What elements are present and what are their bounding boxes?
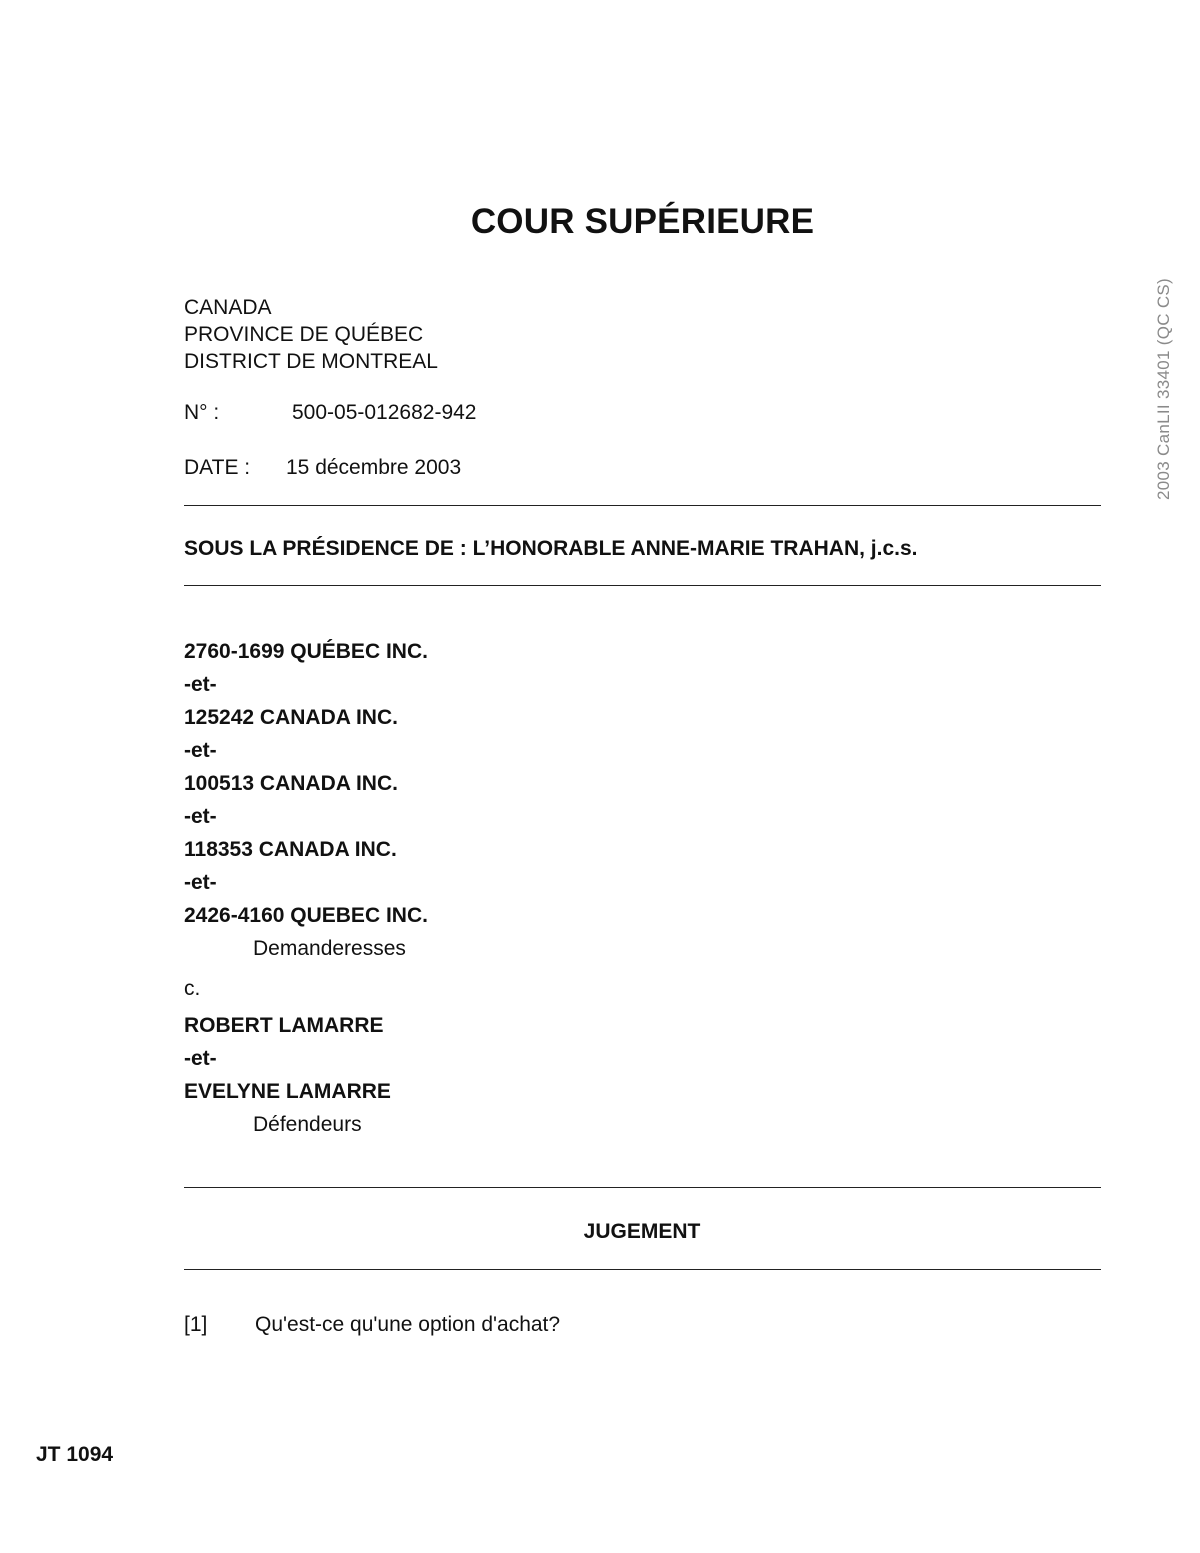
plaintiff-2: 125242 CANADA INC. (184, 706, 398, 729)
plaintiff-4: 118353 CANADA INC. (184, 838, 397, 861)
conjunction-et: -et- (184, 871, 217, 894)
date-label: DATE : (184, 456, 251, 479)
date-value: 15 décembre 2003 (286, 456, 462, 479)
conjunction-et: -et- (184, 673, 217, 696)
presiding-judge: SOUS LA PRÉSIDENCE DE : L’HONORABLE ANNE-MARIE TRAHAN, j.c.s. (184, 537, 918, 560)
plaintiff-3: 100513 CANADA INC. (184, 772, 398, 795)
divider-top (184, 505, 1101, 506)
paragraph-text: Qu'est-ce qu'une option d'achat? (255, 1313, 561, 1336)
divider-judgment-top (184, 1187, 1101, 1188)
defendants-role: Défendeurs (253, 1113, 362, 1136)
canlii-watermark: 2003 CanLII 33401 (QC CS) (1154, 277, 1173, 501)
paragraph-number: [1] (184, 1313, 208, 1336)
divider-judgment-bottom (184, 1269, 1101, 1270)
plaintiff-1: 2760-1699 QUÉBEC INC. (184, 640, 428, 663)
file-number-label: N° : (184, 401, 220, 424)
province-line: PROVINCE DE QUÉBEC (184, 323, 424, 346)
conjunction-et: -et- (184, 1047, 217, 1070)
country-line: CANADA (184, 296, 272, 319)
defendant-2: EVELYNE LAMARRE (184, 1080, 391, 1103)
footer-code: JT 1094 (36, 1443, 114, 1466)
district-line: DISTRICT DE MONTREAL (184, 350, 438, 373)
jurisdiction-block (184, 294, 438, 375)
versus-label: c. (184, 977, 201, 1000)
plaintiff-5: 2426-4160 QUEBEC INC. (184, 904, 428, 927)
divider-presiding (184, 585, 1101, 586)
defendant-1: ROBERT LAMARRE (184, 1014, 384, 1037)
conjunction-et: -et- (184, 739, 217, 762)
conjunction-et: -et- (184, 805, 217, 828)
plaintiffs-role: Demanderesses (253, 937, 406, 960)
file-number-value: 500-05-012682-942 (292, 401, 477, 424)
judgment-heading: JUGEMENT (583, 1220, 701, 1243)
court-title: COUR SUPÉRIEURE (470, 202, 815, 241)
